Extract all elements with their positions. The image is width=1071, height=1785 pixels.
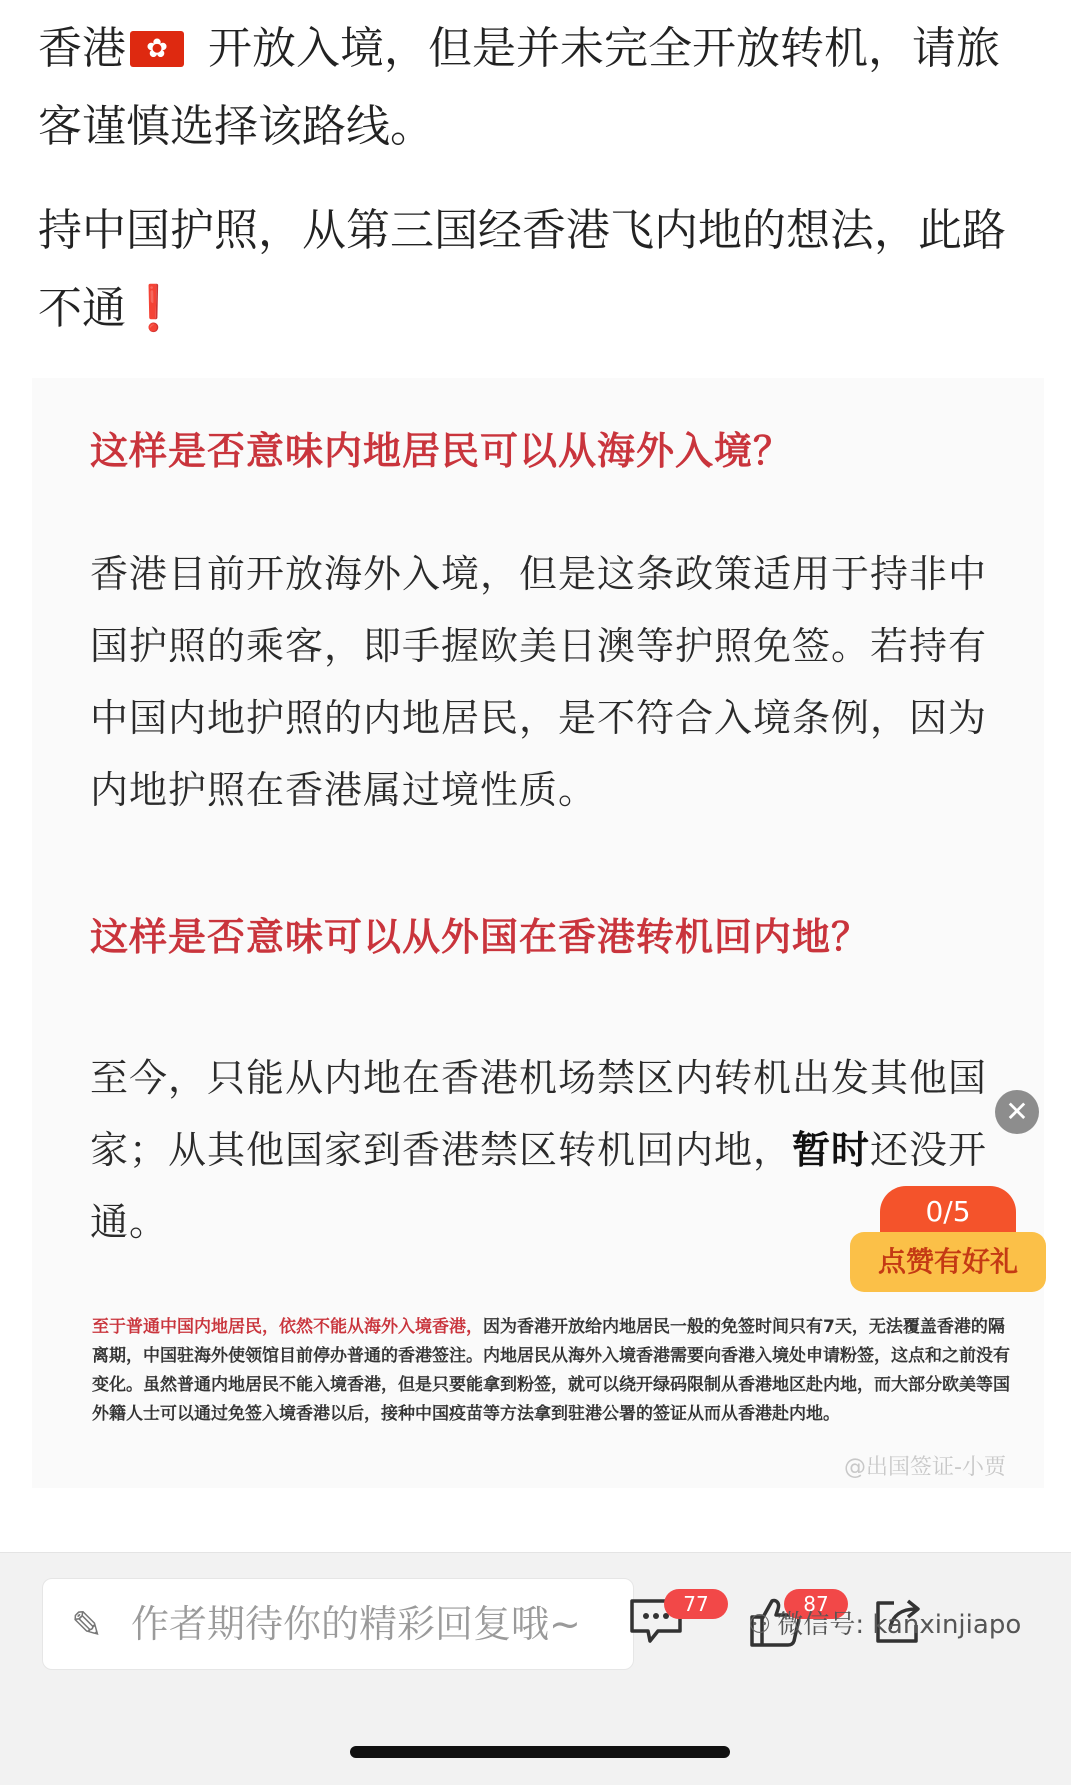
wechat-icon: ⚇ — [748, 1610, 772, 1640]
post-paragraph-2 — [38, 192, 1041, 348]
post-paragraph-1 — [38, 10, 1041, 166]
reply-placeholder: 作者期待你的精彩回复哦~ — [131, 1602, 581, 1646]
answer-2-bold: 暂时 — [792, 1128, 871, 1172]
exclamation-icon: ❗ — [126, 283, 181, 334]
post-text-line1: 开放入境，但是并未完全开放转机，请旅客谨慎选择该路线。 — [38, 23, 1000, 152]
home-indicator[interactable] — [350, 1746, 730, 1758]
comment-count-badge: 77 — [664, 1589, 728, 1619]
like-reward-widget[interactable] — [850, 1186, 1046, 1298]
article-image-card — [32, 378, 1044, 1488]
question-2: 这样是否意味可以从外国在香港转机回内地？ — [90, 915, 871, 959]
footnote-text: 因为香港开放给内地居民一般的免签时间只有7天，无法覆盖香港的隔离期，中国驻海外使领馆目前停办普通的香港签注。内地居民从海外入境香港需要向香港入境处申请粉签，这点和之前没有变化。虽然普通内地居民不能入境香港，但是只要能拿到粉签，就可以绕开绿码限制从香港地区赴内地，而大部分欧美等国外籍人士可以通过免签入境香港以后，接种中国疫苗等方法拿到驻港公署的签证从而从香港赴内地。 — [92, 1317, 1010, 1424]
reward-progress: 0/5 — [880, 1186, 1016, 1238]
reply-input[interactable] — [42, 1578, 634, 1670]
answer-1: 香港目前开放海外入境，但是这条政策适用于持非中国护照的乘客，即手握欧美日澳等护照免签。若持有中国内地护照的内地居民，是不符合入境条例，因为内地护照在香港属过境性质。 — [90, 552, 988, 812]
watermark: @出国签证-小贾 — [844, 1455, 1006, 1480]
pencil-icon: ✎ — [71, 1603, 103, 1647]
question-1: 这样是否意味内地居民可以从海外入境？ — [90, 429, 793, 473]
footnote — [92, 1313, 1012, 1429]
post-text-line2: 持中国护照，从第三国经香港飞内地的想法，此路不通 — [38, 205, 1006, 334]
wechat-id: 微信号: kanxinjiapo — [777, 1610, 1022, 1640]
close-icon[interactable]: ✕ — [995, 1090, 1039, 1134]
answer-2-tail: 还没开通。 — [90, 1128, 988, 1244]
hong-kong-flag-icon — [130, 31, 184, 67]
reward-label: 点赞有好礼 — [850, 1232, 1046, 1292]
answer-2-text: 至今，只能从内地在香港机场禁区内转机出发其他国家；从其他国家到香港禁区转机回内地， — [90, 1056, 988, 1172]
comment-button[interactable] — [628, 1589, 709, 1659]
footnote-highlight: 至于普通中国内地居民，依然不能从海外入境香港， — [92, 1317, 483, 1337]
post-text-hk: 香港 — [38, 23, 126, 74]
like-count-badge: 87 — [784, 1589, 848, 1619]
wechat-watermark — [748, 1604, 1021, 1641]
